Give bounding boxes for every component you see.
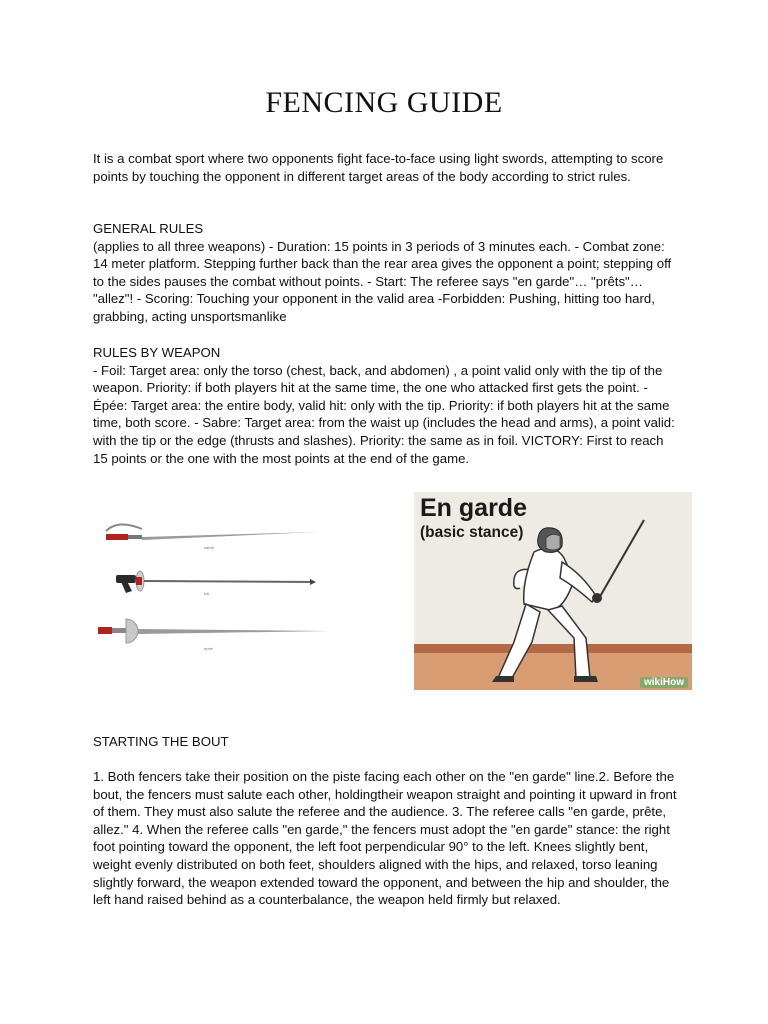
page-title: FENCING GUIDE xyxy=(265,86,503,119)
rules-by-weapon-body: - Foil: Target area: only the torso (chest, back, and abdomen) , a point valid only with the tip of the weapon. Priority: if both players hit at the same time, the one who attacked first gets the point. - Épée: Target area: the entire body, valid hit: only with the tip. Priority: if both players hit at the same time, both score. - Sabre: Target area: from the waist up (includes the head and arms), a point valid: with the tip or the edge (thrusts and slashes). Priority: the same as in foil. VICTORY: First to reach 15 points or the one with the most points at the end of the game. xyxy=(93,362,675,466)
general-rules-body: (applies to all three weapons) - Duration: 15 points in 3 periods of 3 minutes each. - Combat zone: 14 meter platform. Stepping further back than the rear area gives the opponent a point; stepping off to the sides pauses the combat without points. - Start: The referee says "en garde"… "prêts"… "allez"! - Scoring: Touching your opponent in the valid area -Forbidden: Pushing, hitting too hard, grabbing, acting unsportsmanlike xyxy=(93,238,672,324)
en-garde-subtitle: (basic stance) xyxy=(420,524,524,541)
rules-by-weapon-heading: RULES BY WEAPON xyxy=(93,345,221,360)
fencer-figure xyxy=(414,492,692,690)
foil-label: foil xyxy=(204,591,210,596)
wikihow-watermark xyxy=(640,677,688,688)
en-garde-title: En garde xyxy=(420,494,527,522)
swords-image xyxy=(92,505,342,665)
rules-by-weapon-section xyxy=(93,344,678,467)
watermark-wiki: wiki xyxy=(643,677,663,688)
sabre-label: sabre xyxy=(204,545,215,550)
starting-bout-heading: STARTING THE BOUT xyxy=(93,734,229,749)
epee-label: épée xyxy=(204,646,213,651)
sabre-sword xyxy=(106,524,317,550)
general-rules-section xyxy=(93,220,678,326)
starting-bout-body: 1. Both fencers take their position on the piste facing each other on the "en garde" line.2. Before the bout, the fencers must salute each other, holdingtheir weapon straight and pointing it upward in front of them. They must also salute the referee and the audience. 3. The referee calls "en garde, prête, allez." 4. When the referee calls "en garde," the fencers must adopt the "en garde" stance: the right foot pointing toward the opponent, the left foot perpendicular 90° to the left. Knees slightly bent, weight evenly distributed on both feet, shoulders aligned with the hips, and relaxed, torso leaning slightly forward, the weapon extended toward the opponent, and between the hip and shoulder, the left hand raised behind as a counterbalance, the weapon held firmly but relaxed. xyxy=(93,769,677,908)
watermark-how: How xyxy=(662,677,684,688)
intro-paragraph: It is a combat sport where two opponents fight face-to-face using light swords, attempting to score points by touching the opponent in different target areas of the body according to strict rules. xyxy=(93,151,664,184)
foil-sword xyxy=(116,571,316,596)
en-garde-image xyxy=(414,492,692,690)
general-rules-heading: GENERAL RULES xyxy=(93,221,204,236)
epee-sword xyxy=(98,619,330,651)
